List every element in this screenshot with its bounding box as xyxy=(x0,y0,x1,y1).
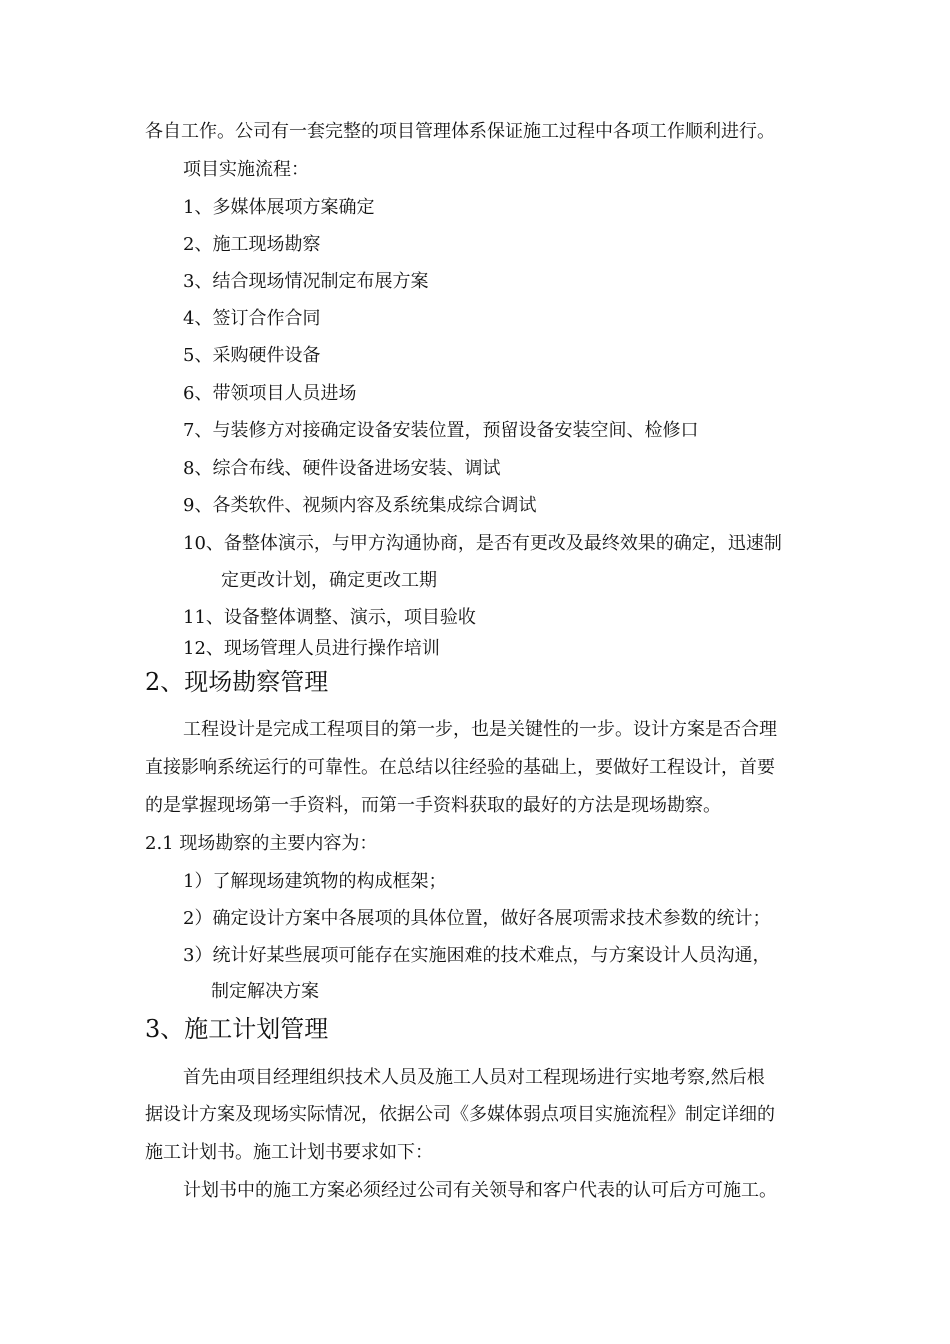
flow-step: 1、多媒体展项方案确定 xyxy=(183,197,375,218)
section-2-paragraph-line: 的是掌握现场第一手资料，而第一手资料获取的最好的方法是现场勘察。 xyxy=(145,795,721,816)
section-3-heading: 3、施工计划管理 xyxy=(145,1015,329,1043)
section-2-paragraph-line: 工程设计是完成工程项目的第一步，也是关键性的一步。设计方案是否合理 xyxy=(183,719,777,740)
section-2-paragraph-line: 直接影响系统运行的可靠性。在总结以往经验的基础上，要做好工程设计，首要 xyxy=(145,757,775,778)
flow-step: 5、采购硬件设备 xyxy=(183,345,321,366)
flow-step: 3、结合现场情况制定布展方案 xyxy=(183,271,429,292)
section-3-paragraph-line: 据设计方案及现场实际情况，依据公司《多媒体弱点项目实施流程》制定详细的 xyxy=(145,1104,775,1125)
flow-step: 11、设备整体调整、演示，项目验收 xyxy=(183,607,476,628)
flow-step: 12、现场管理人员进行操作培训 xyxy=(183,638,440,659)
flow-step: 9、各类软件、视频内容及系统集成综合调试 xyxy=(183,495,537,516)
section-3-paragraph-line: 首先由项目经理组织技术人员及施工人员对工程现场进行实地考察,然后根 xyxy=(183,1067,765,1088)
section-2-heading: 2、现场勘察管理 xyxy=(145,668,329,696)
flow-step: 2、施工现场勘察 xyxy=(183,234,321,255)
intro-line: 各自工作。公司有一套完整的项目管理体系保证施工过程中各项工作顺利进行。 xyxy=(145,121,775,142)
flow-title: 项目实施流程： xyxy=(183,159,309,180)
section-3-paragraph-line: 计划书中的施工方案必须经过公司有关领导和客户代表的认可后方可施工。 xyxy=(183,1180,777,1201)
flow-step: 10、备整体演示，与甲方沟通协商，是否有更改及最终效果的确定，迅速制 xyxy=(183,533,782,554)
flow-step-continuation: 定更改计划，确定更改工期 xyxy=(221,570,437,591)
survey-item: 2）确定设计方案中各展项的具体位置，做好各展项需求技术参数的统计； xyxy=(183,908,771,929)
section-3-paragraph-line: 施工计划书。施工计划书要求如下： xyxy=(145,1142,433,1163)
flow-step: 7、与装修方对接确定设备安装位置，预留设备安装空间、检修口 xyxy=(183,420,699,441)
flow-step: 8、综合布线、硬件设备进场安装、调试 xyxy=(183,458,501,479)
subsection-2-1-heading: 2.1 现场勘察的主要内容为： xyxy=(145,833,378,854)
survey-item: 1）了解现场建筑物的构成框架； xyxy=(183,871,447,892)
survey-item: 3）统计好某些展项可能存在实施困难的技术难点，与方案设计人员沟通， xyxy=(183,945,771,966)
survey-item-continuation: 制定解决方案 xyxy=(211,981,319,1002)
flow-step: 4、签订合作合同 xyxy=(183,308,321,329)
flow-step: 6、带领项目人员进场 xyxy=(183,383,357,404)
